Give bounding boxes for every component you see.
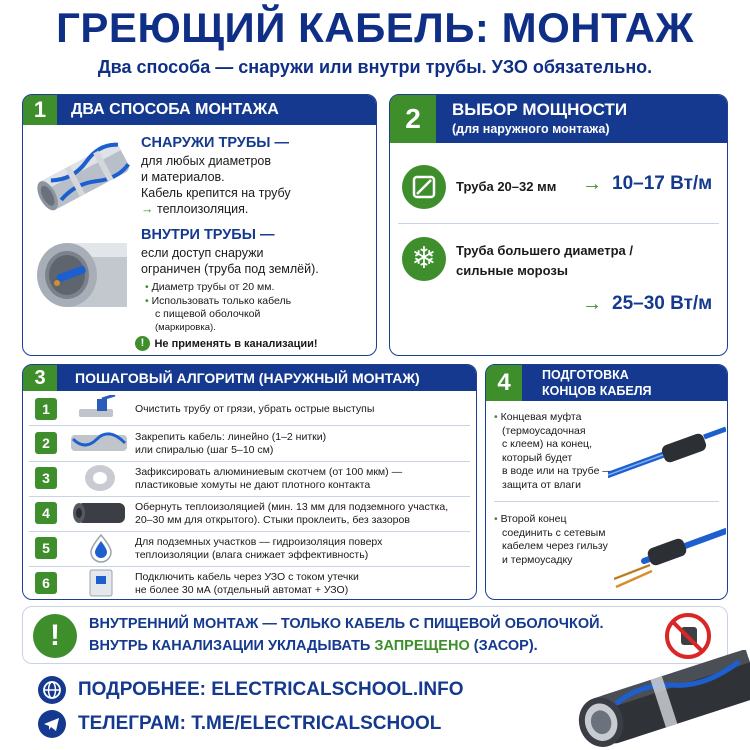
inside-bullet-2b: с пищевой оболочкой: [155, 308, 261, 320]
globe-icon: [38, 676, 66, 704]
page-title: ГРЕЮЩИЙ КАБЕЛЬ: МОНТАЖ: [56, 4, 694, 51]
outside-text-3: Кабель крепится на трубу: [141, 186, 291, 200]
divider: [29, 566, 470, 567]
divider: [29, 425, 470, 426]
divider: [29, 496, 470, 497]
step-number: 5: [35, 537, 57, 559]
exclamation-icon: !: [135, 336, 150, 351]
outside-text-2: и материалов.: [141, 170, 225, 184]
section-title: ВЫБОР МОЩНОСТИ: [452, 100, 628, 119]
outside-text-4: теплоизоляция.: [156, 202, 249, 216]
step-5-text-2: теплоизоляции (влага снижает эффективность): [135, 549, 369, 561]
pipe-outside-illustration: [33, 135, 133, 219]
step-number: 2: [35, 432, 57, 454]
pipe-size-icon: [402, 165, 446, 209]
step-3-text-2: пластиковые хомуты не дают плотного контакта: [135, 479, 371, 491]
section-title-1: ПОДГОТОВКА: [542, 368, 629, 382]
power-row-2-value: 25–30 Вт/м: [612, 293, 713, 314]
section-title: ПОШАГОВЫЙ АЛГОРИТМ (НАРУЖНЫЙ МОНТАЖ): [75, 370, 420, 386]
section-header: [23, 95, 376, 125]
step-number: 4: [35, 502, 57, 524]
section-two-methods: [22, 94, 377, 356]
insulation-icon: [71, 499, 129, 527]
section-header: [23, 365, 476, 391]
telegram-icon: [38, 710, 66, 738]
section-subtitle: (для наружного монтажа): [452, 122, 610, 136]
step-3-text-1: Зафиксировать алюминиевым скотчем (от 100 мкм) —: [135, 466, 403, 478]
section-header: [486, 365, 727, 401]
step-4-text-2: 20–30 мм для открытого). Стыки проклеить, без зазоров: [135, 514, 410, 526]
tape-roll-icon: [83, 463, 117, 493]
step-4-text-1: Обернуть теплоизоляцией (мин. 13 мм для подземного участка,: [135, 501, 449, 513]
divider: [398, 223, 719, 224]
divider: [29, 531, 470, 532]
step-1-text: Очистить трубу от грязи, убрать острые выступы: [135, 403, 375, 415]
outside-text-4-row: [141, 201, 248, 217]
power-row-2-label-1: Труба большего диаметра /: [456, 243, 633, 258]
step-number: 6: [35, 572, 57, 594]
step-number: 1: [35, 398, 57, 420]
telegram-link[interactable]: ТЕЛЕГРАМ: T.ME/ELECTRICALSCHOOL: [78, 713, 442, 734]
section-header: [390, 95, 727, 143]
power-row-1-value: 10–17 Вт/м: [612, 173, 713, 194]
section-number: 2: [390, 95, 436, 143]
inside-bullet-1: • Диаметр трубы от 20 мм.: [145, 281, 275, 293]
cable-joint-illustration: [614, 509, 726, 593]
section-number: 1: [23, 95, 57, 125]
snowflake-icon: ❄: [402, 237, 446, 281]
section-step-algorithm: [22, 364, 477, 600]
section-cable-ends: [485, 364, 728, 600]
notice-line-1: ВНУТРЕННИЙ МОНТАЖ — ТОЛЬКО КАБЕЛЬ С ПИЩЕВОЙ ОБОЛОЧКОЙ.: [89, 616, 604, 632]
section-title: ДВА СПОСОБА МОНТАЖА: [71, 101, 279, 118]
step-2-text-1: Закрепить кабель: линейно (1–2 нитки): [135, 431, 327, 443]
pipe-inside-illustration: [35, 235, 127, 315]
divider: [494, 501, 719, 502]
power-row-2-label-2: сильные морозы: [456, 263, 568, 278]
section-number: 4: [486, 365, 522, 401]
brush-icon: [71, 395, 127, 421]
power-row-1-label: Труба 20–32 мм: [456, 179, 557, 194]
arrow-icon: →: [141, 202, 154, 216]
section-number: 3: [23, 365, 57, 391]
notice-line-2: ВНУТРЬ КАНАЛИЗАЦИИ УКЛАДЫВАТЬ ЗАПРЕЩЕНО (ЗАСОР).: [89, 638, 538, 654]
section-title-2: КОНЦОВ КАБЕЛЯ: [542, 384, 652, 398]
website-link[interactable]: ПОДРОБНЕЕ: ELECTRICALSCHOOL.INFO: [78, 679, 464, 700]
water-drop-icon: [87, 533, 115, 563]
inside-warning: ! Не применять в канализации!: [135, 335, 318, 351]
inside-heading: ВНУТРИ ТРУБЫ —: [141, 227, 275, 243]
inside-text-2: ограничен (труба под землёй).: [141, 262, 319, 276]
step-6-text-2: не более 30 мА (отдельный автомат + УЗО): [135, 584, 349, 596]
inside-bullet-2: • Использовать только кабель: [145, 295, 292, 307]
inside-bullet-2c: (маркировка).: [155, 322, 216, 333]
rcd-breaker-icon: [87, 568, 115, 598]
arrow-icon: →: [582, 173, 602, 195]
outside-text-1: для любых диаметров: [141, 154, 271, 168]
end-sleeve-illustration: [608, 413, 726, 493]
end-sleeve-text: • Концевая муфта (термоусадочная с клеем) на конец, который будет в воде или на трубе — защита от влаги: [494, 411, 613, 491]
step-2-text-2: или спиралью (шаг 5–10 см): [135, 444, 274, 456]
step-5-text-1: Для подземных участков — гидроизоляция поверх: [135, 536, 383, 548]
divider: [29, 461, 470, 462]
outside-heading: СНАРУЖИ ТРУБЫ —: [141, 135, 289, 151]
insulated-pipe-illustration: [560, 650, 750, 750]
inside-text-1: если доступ снаружи: [141, 246, 264, 260]
pipe-cable-icon: [69, 429, 129, 457]
page-subtitle: Два способа — снаружи или внутри трубы. УЗО обязательно.: [97, 57, 653, 77]
step-6-text-1: Подключить кабель через УЗО с током утечки: [135, 571, 359, 583]
step-number: 3: [35, 467, 57, 489]
section-power-choice: [389, 94, 728, 356]
joint-text: • Второй конец соединить с сетевым кабелем через гильзу и термоусадку: [494, 513, 608, 566]
exclamation-icon: !: [33, 614, 77, 658]
arrow-icon: →: [582, 293, 602, 315]
